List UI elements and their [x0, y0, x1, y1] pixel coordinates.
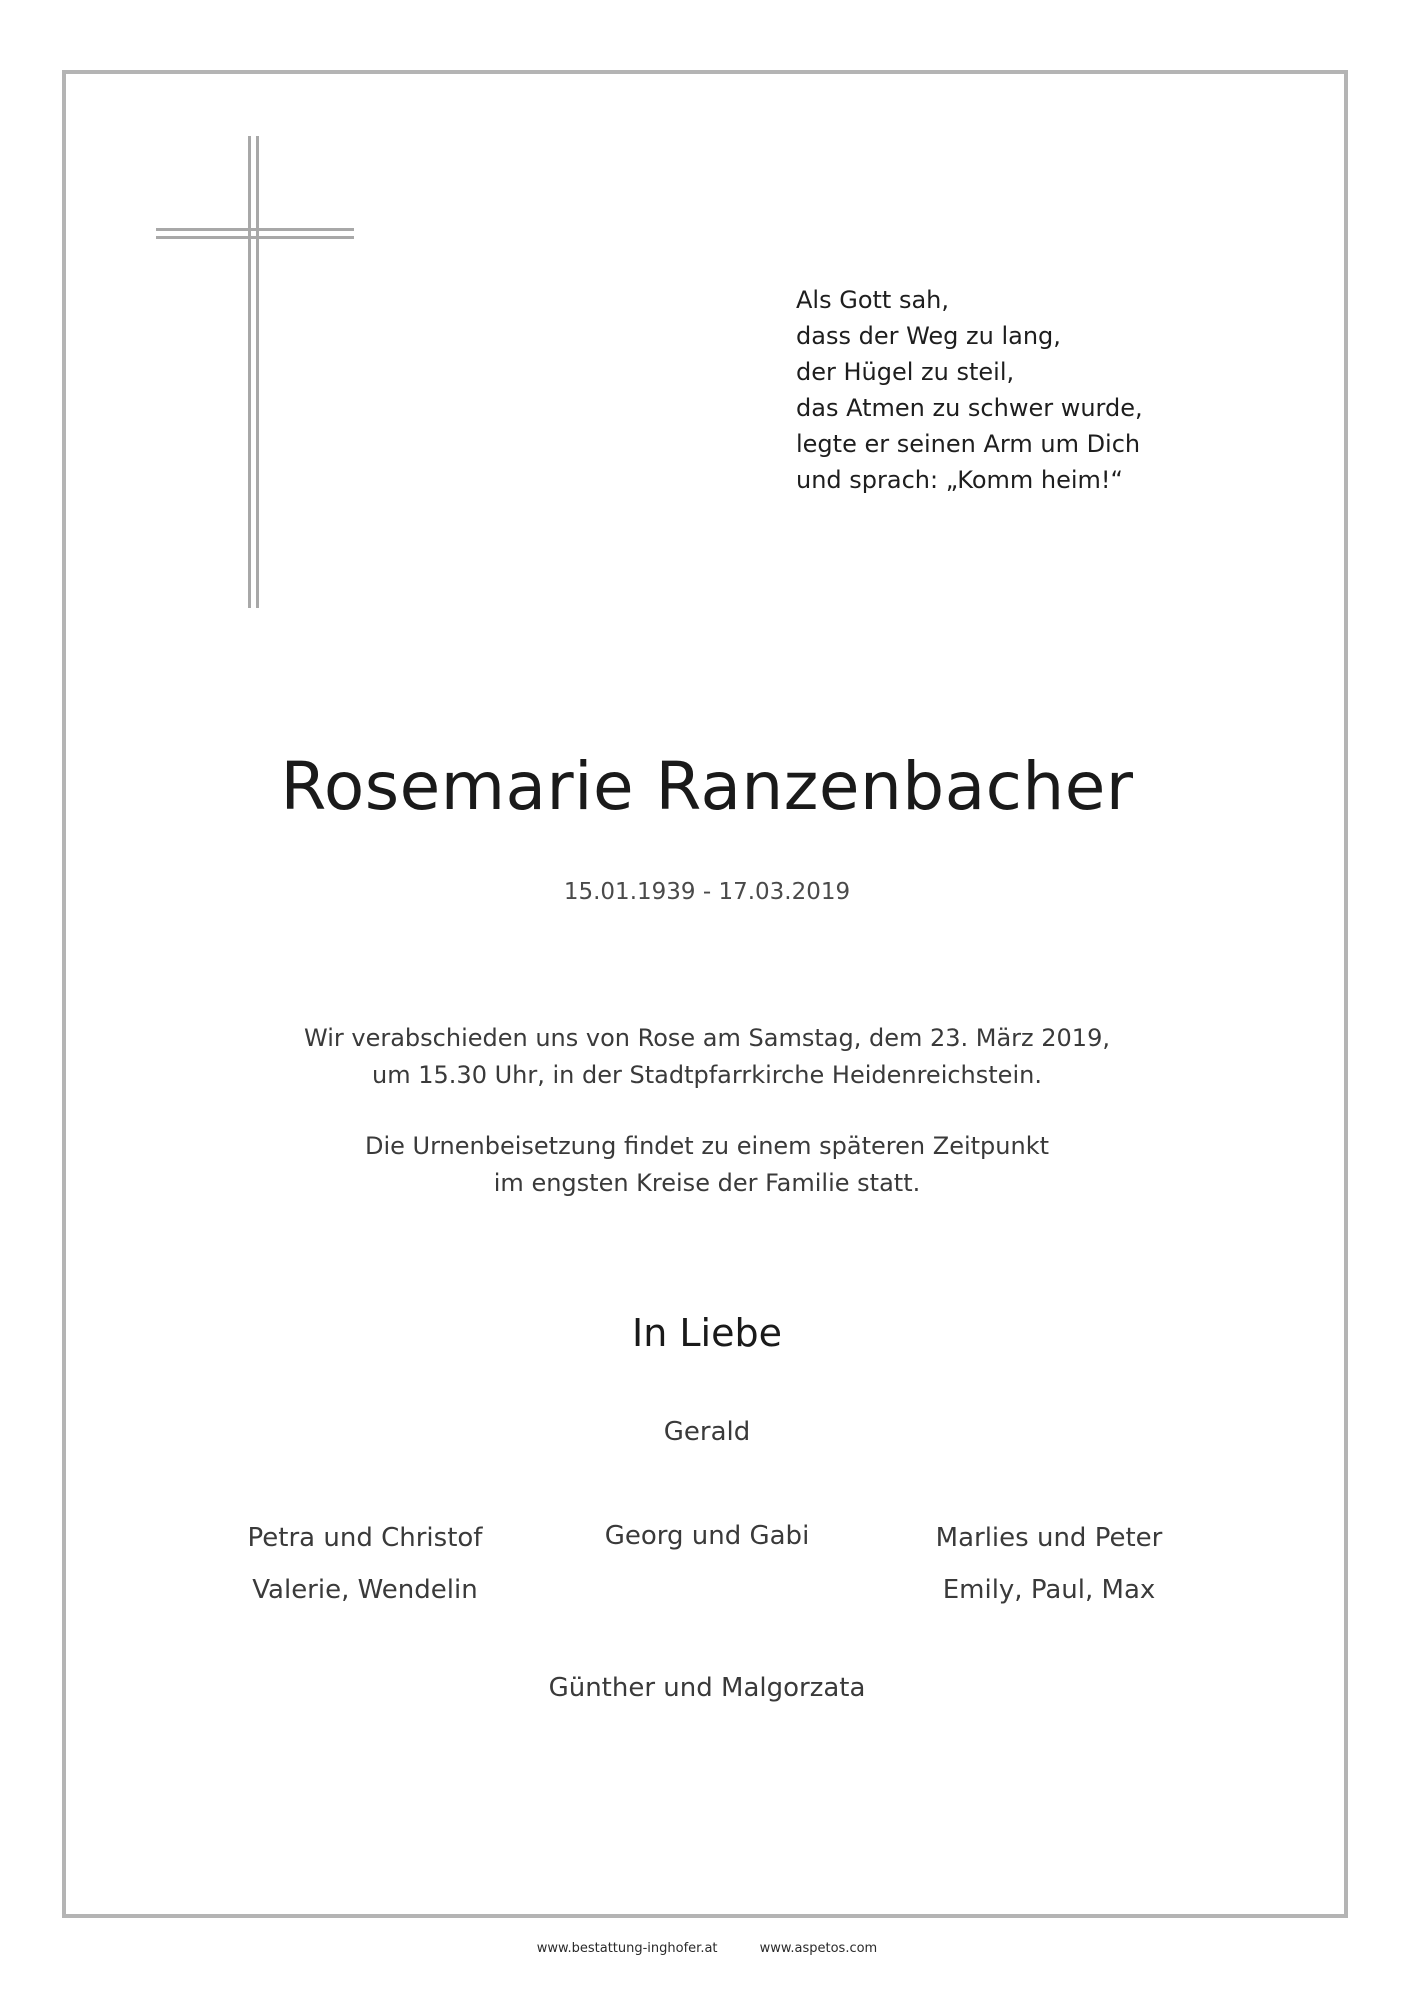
- poem-line: dass der Weg zu lang,: [796, 322, 1061, 350]
- announcement-line: Wir verabschieden uns von Rose am Samstag, dem 23. März 2019,: [304, 1024, 1110, 1052]
- life-dates: 15.01.1939 - 17.03.2019: [563, 879, 851, 905]
- mourner-line: Marlies und Peter: [935, 1523, 1163, 1553]
- mourner-line: Georg und Gabi: [604, 1521, 810, 1551]
- poem-line: Als Gott sah,: [796, 286, 949, 314]
- mourner-first: Gerald: [663, 1417, 751, 1447]
- poem-line: und sprach: „Komm heim!“: [796, 466, 1123, 494]
- urn-announcement: [0, 1128, 1414, 1202]
- announcement-line: um 15.30 Uhr, in der Stadtpfarrkirche Heidenreichstein.: [372, 1061, 1042, 1089]
- poem-line: legte er seinen Arm um Dich: [796, 430, 1141, 458]
- poem: [796, 282, 1216, 498]
- footer-link-bestattung[interactable]: www.bestattung-inghofer.at: [536, 1941, 718, 1956]
- poem-line: das Atmen zu schwer wurde,: [796, 394, 1143, 422]
- mourners-left: [200, 1512, 530, 1616]
- mourner-line: Petra und Christof: [247, 1523, 483, 1553]
- mourner-last: Günther und Malgorzata: [548, 1673, 866, 1703]
- funeral-announcement: [0, 1020, 1414, 1094]
- mourners-right: [884, 1512, 1214, 1616]
- poem-line: der Hügel zu steil,: [796, 358, 1015, 386]
- footer-link-aspetos[interactable]: www.aspetos.com: [759, 1941, 878, 1956]
- announcement-line: im engsten Kreise der Familie statt.: [493, 1169, 921, 1197]
- cross-icon: [156, 136, 356, 608]
- announcement-line: Die Urnenbeisetzung findet zu einem späteren Zeitpunkt: [364, 1132, 1049, 1160]
- footer: [0, 1940, 1414, 1958]
- mourners-middle: [542, 1510, 872, 1562]
- deceased-name: Rosemarie Ranzenbacher: [280, 748, 1134, 825]
- mourner-line: Emily, Paul, Max: [942, 1575, 1156, 1605]
- mourners-heading: In Liebe: [632, 1311, 782, 1355]
- mourner-line: Valerie, Wendelin: [252, 1575, 478, 1605]
